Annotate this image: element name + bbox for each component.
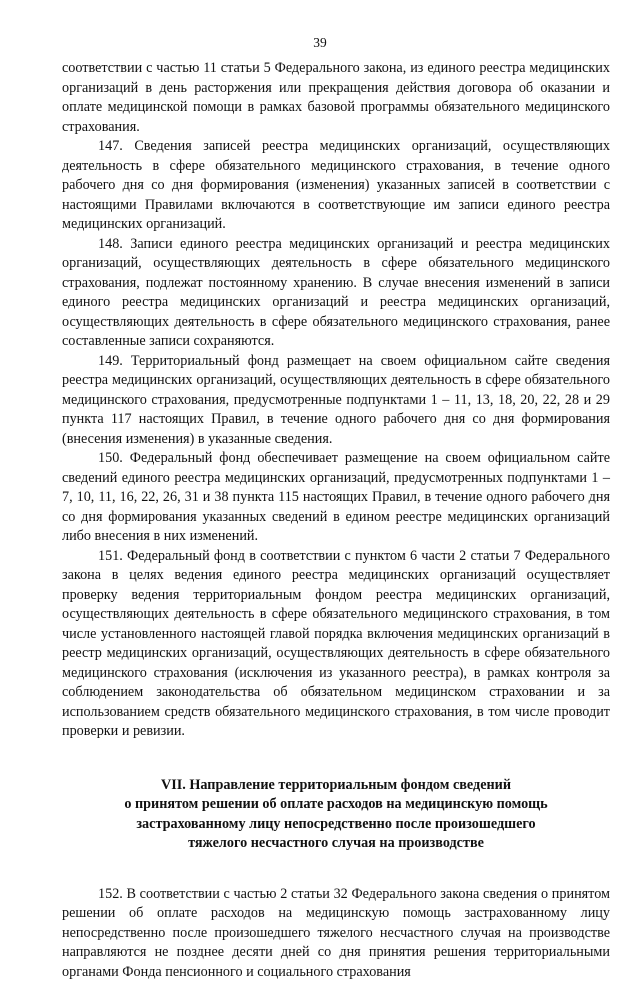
paragraph-151: 151. Федеральный фонд в соответствии с пунктом 6 части 2 статьи 7 Федерального закона в целях ведения единого реестра медицинских организаций осуществляет проверку ведения территориальным фондом реестра медицинских организаций, осуществляющих деятельность в сфере обязательного медицинского страхования, в том числе установленного настоящей главой порядка включения медицинских организаций в реестр медицинских организаций, осуществляющих деятельность в сфере обязательного медицинского страхования (исключения из указанного реестра), в рамках контроля за соблюдением законодательства об обязательном медицинском страховании и за использованием средств обязательного медицинского страхования, в том числе проводит проверки и ревизии. [62,547,610,742]
section-heading-line: VII. Направление территориальным фондом сведений [62,776,610,796]
paragraph-147: 147. Сведения записей реестра медицинских организаций, осуществляющих деятельность в сфере обязательного медицинского страхования, в течение одного рабочего дня со дня формирования (изменения) указанных записей в соответствии с настоящими Правилами включаются в соответствующие им записи единого реестра медицинских организаций. [62,137,610,235]
page-number: 39 [0,34,640,52]
section-heading-line: о принятом решении об оплате расходов на медицинскую помощь [62,795,610,815]
section-heading-line: застрахованному лицу непосредственно после произошедшего [62,815,610,835]
paragraph-149: 149. Территориальный фонд размещает на своем официальном сайте сведения реестра медицинских организаций, осуществляющих деятельность в сфере обязательного медицинского страхования, предусмотренные подпунктами 1 – 11, 13, 18, 20, 22, 28 и 29 пункта 117 настоящих Правил, в течение одного рабочего дня со дня формирования (внесения изменения) в указанные сведения. [62,352,610,450]
section-heading-line: тяжелого несчастного случая на производстве [62,834,610,854]
section-heading [62,776,610,854]
paragraph-continuation: соответствии с частью 11 статьи 5 Федерального закона, из единого реестра медицинских организаций в день расторжения или прекращения действия договора об оказании и оплате медицинской помощи в рамках базовой программы обязательного медицинского страхования. [62,59,610,137]
paragraph-152: 152. В соответствии с частью 2 статьи 32 Федерального закона сведения о принятом решении об оплате расходов на медицинскую помощь застрахованному лицу непосредственно после произошедшего тяжелого несчастного случая на производстве направляются не позднее десяти дней со дня принятия решения территориальными органами Фонда пенсионного и социального страхования [62,885,610,982]
document-body [62,59,610,982]
paragraph-148: 148. Записи единого реестра медицинских организаций и реестра медицинских организаций, осуществляющих деятельность в сфере обязательного медицинского страхования, подлежат постоянному хранению. В случае внесения изменений в записи единого реестра медицинских организаций и реестра медицинских организаций, осуществляющих деятельность в сфере обязательного медицинского страхования, ранее составленные записи сохраняются. [62,235,610,352]
paragraph-150: 150. Федеральный фонд обеспечивает размещение на своем официальном сайте сведений единого реестра медицинских организаций, предусмотренных подпунктами 1 – 7, 10, 11, 16, 22, 26, 31 и 38 пункта 115 настоящих Правил, в течение одного рабочего дня со дня формирования указанных сведений в едином реестре медицинских организаций либо внесения в них изменений. [62,449,610,547]
